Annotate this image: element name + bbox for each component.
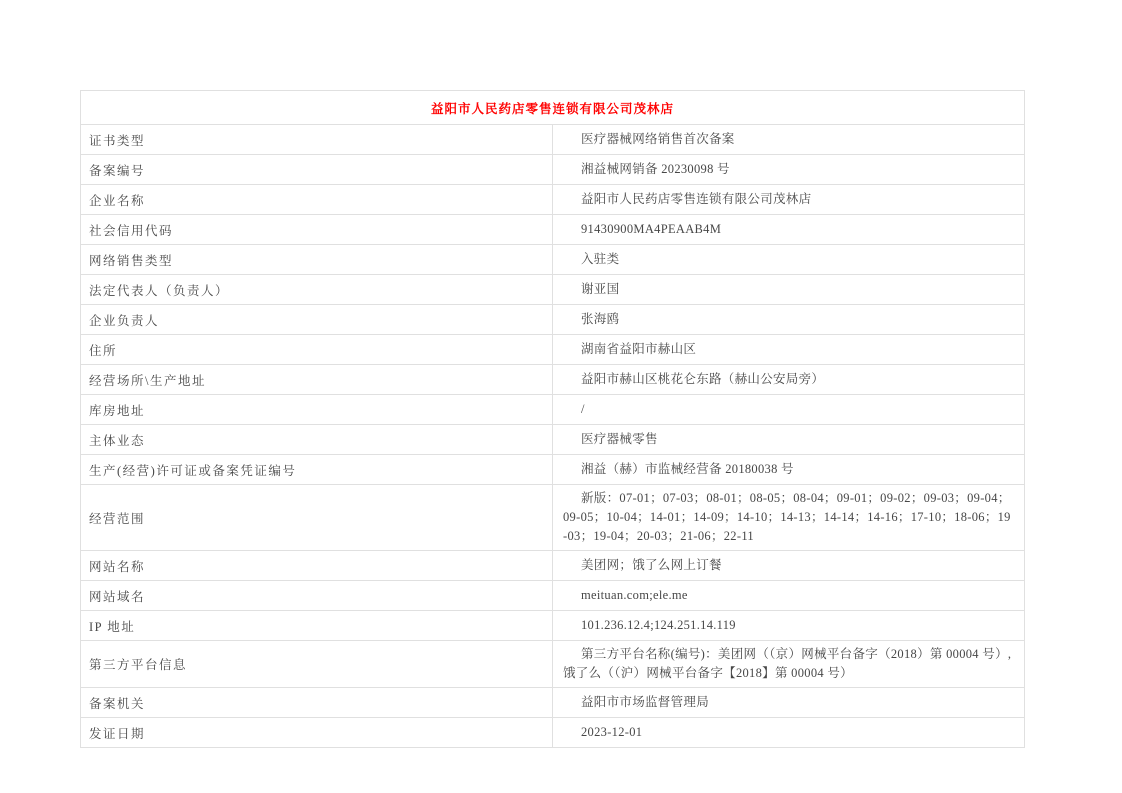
row-label: 证书类型 [81,125,553,155]
table-row [81,551,1025,581]
table-row [81,335,1025,365]
row-label: 经营范围 [81,485,553,551]
row-value: 入驻类 [553,245,1025,275]
row-label: 网站域名 [81,581,553,611]
table-row [81,395,1025,425]
row-value: 湘益械网销备 20230098 号 [553,155,1025,185]
row-value: 益阳市人民药店零售连锁有限公司茂林店 [553,185,1025,215]
row-value: 益阳市市场监督管理局 [553,688,1025,718]
row-value: / [553,395,1025,425]
table-row [81,185,1025,215]
row-label: 生产(经营)许可证或备案凭证编号 [81,455,553,485]
table-row [81,245,1025,275]
row-label: 主体业态 [81,425,553,455]
table-row [81,275,1025,305]
table-row [81,718,1025,748]
row-label: 法定代表人（负责人） [81,275,553,305]
row-label: 企业名称 [81,185,553,215]
row-label: 备案机关 [81,688,553,718]
row-value: 新版：07-01；07-03；08-01；08-05；08-04；09-01；09-02；09-03；09-04；09-05；10-04；14-01；14-09；14-10；14-13；14-14；14-16；17-10；18-06；19-03；19-04；20-03；21-06；22-11 [553,485,1025,551]
table-row [81,155,1025,185]
row-label: 网站名称 [81,551,553,581]
row-value: 91430900MA4PEAAB4M [553,215,1025,245]
row-value: 湘益（赫）市监械经营备 20180038 号 [553,455,1025,485]
row-label: 库房地址 [81,395,553,425]
row-value: 张海鸥 [553,305,1025,335]
row-label: 住所 [81,335,553,365]
certificate-table [80,90,1025,748]
table-row [81,425,1025,455]
row-value: 医疗器械网络销售首次备案 [553,125,1025,155]
table-row [81,455,1025,485]
row-value: 2023-12-01 [553,718,1025,748]
table-row [81,125,1025,155]
row-label: 经营场所\生产地址 [81,365,553,395]
row-value: meituan.com;ele.me [553,581,1025,611]
table-row [81,688,1025,718]
row-label: 备案编号 [81,155,553,185]
table-row [81,641,1025,688]
table-row [81,365,1025,395]
table-row [81,611,1025,641]
certificate-title: 益阳市人民药店零售连锁有限公司茂林店 [81,91,1025,125]
table-row [81,215,1025,245]
row-label: IP 地址 [81,611,553,641]
row-value: 湖南省益阳市赫山区 [553,335,1025,365]
table-row [81,581,1025,611]
row-value: 谢亚国 [553,275,1025,305]
certificate-table-body [81,91,1025,748]
row-value: 益阳市赫山区桃花仑东路（赫山公安局旁） [553,365,1025,395]
row-label: 网络销售类型 [81,245,553,275]
row-value: 医疗器械零售 [553,425,1025,455]
row-value: 第三方平台名称(编号)：美团网（（京）网械平台备字（2018）第 00004 号）,饿了么（（沪）网械平台备字【2018】第 00004 号） [553,641,1025,688]
row-label: 发证日期 [81,718,553,748]
table-row [81,305,1025,335]
row-label: 社会信用代码 [81,215,553,245]
table-row [81,485,1025,551]
row-label: 企业负责人 [81,305,553,335]
row-value: 美团网；饿了么网上订餐 [553,551,1025,581]
row-label: 第三方平台信息 [81,641,553,688]
title-row [81,91,1025,125]
row-value: 101.236.12.4;124.251.14.119 [553,611,1025,641]
